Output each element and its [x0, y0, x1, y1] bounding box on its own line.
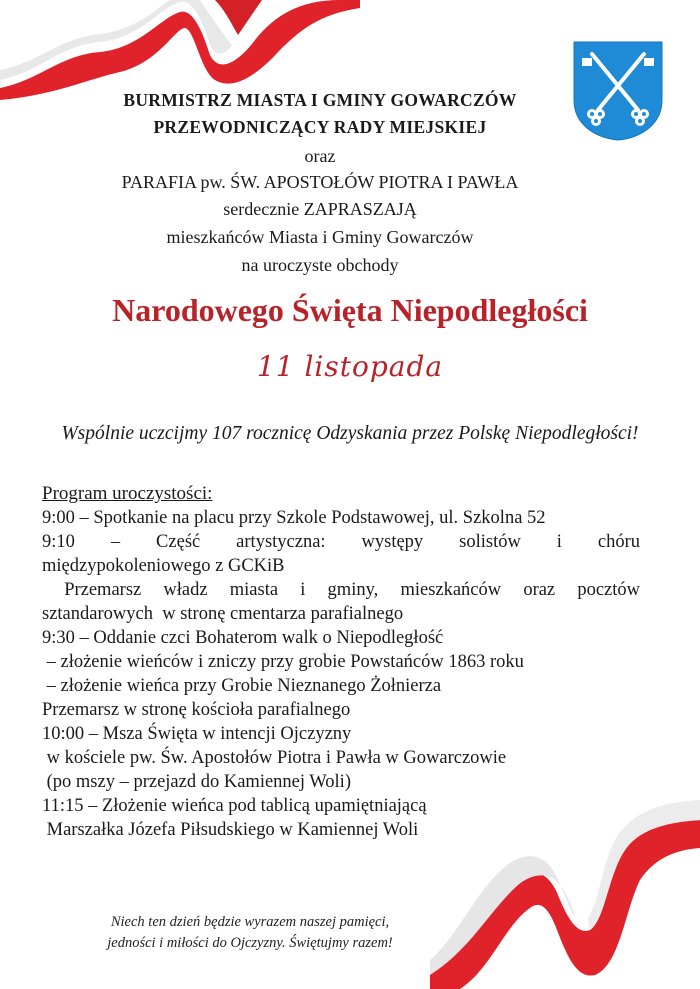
header-invite-prefix: serdecznie — [223, 199, 304, 219]
program-item: 10:00 – Msza Święta w intencji Ojczyzny — [42, 724, 352, 744]
program-item: w kościele pw. Św. Apostołów Piotra i Pawła w Gowarczowie — [42, 748, 507, 768]
header-conjunction: oraz — [304, 146, 336, 166]
closing-line-2: jedności i miłości do Ojczyzny. Świętujmy razem! — [107, 935, 393, 951]
program-item: sztandarowych w stronę cmentarza parafialnego — [42, 604, 404, 624]
program-item: Przemarsz w stronę kościoła parafialnego — [42, 700, 351, 720]
header-invite — [0, 199, 670, 220]
header-council-chair: PRZEWODNICZĄCY RADY MIEJSKIEJ — [153, 117, 487, 137]
event-date: 11 listopada — [256, 350, 444, 383]
closing-line-1: Niech ten dzień będzie wyrazem naszej pamięci, — [110, 914, 390, 930]
program-item: 9:30 – Oddanie czci Bohaterom walk o Niepodległość — [42, 628, 444, 648]
flag-ribbon-top — [0, 0, 360, 100]
header-invite-emphasis: ZAPRASZAJĄ — [303, 199, 417, 219]
header-mayor: BURMISTRZ MIASTA I GMINY GOWARCZÓW — [123, 90, 517, 110]
program-item: 11:15 – Złożenie wieńca pod tablicą upamiętniającą — [42, 796, 427, 816]
program-item: międzypokoleniowego z GCKiB — [42, 556, 285, 576]
motto: Wspólnie uczcijmy 107 rocznicę Odzyskania przez Polskę Niepodległości! — [61, 423, 639, 444]
program-item: 9:10 – Część artystyczna: występy solistów i chóru — [42, 532, 640, 552]
program-item: – złożenie wieńca przy Grobie Nieznanego Żołnierza — [42, 676, 442, 696]
program-item: (po mszy – przejazd do Kamiennej Woli) — [42, 772, 351, 792]
header-parish: PARAFIA pw. ŚW. APOSTOŁÓW PIOTRA I PAWŁA — [121, 172, 519, 192]
header-celebration: na uroczyste obchody — [241, 255, 399, 275]
program-item: Przemarsz władz miasta i gminy, mieszkańców oraz pocztów — [42, 580, 640, 600]
program-item: 9:00 – Spotkanie na placu przy Szkole Podstawowej, ul. Szkolna 52 — [42, 508, 546, 528]
program-section — [42, 482, 640, 842]
event-title: Narodowego Święta Niepodległości — [112, 292, 588, 328]
flag-ribbon-bottom — [430, 800, 700, 989]
closing-message — [40, 912, 460, 954]
header-residents: mieszkańców Miasta i Gminy Gowarczów — [166, 227, 474, 247]
program-item: – złożenie wieńców i zniczy przy grobie Powstańców 1863 roku — [42, 652, 524, 672]
program-item: Marszałka Józefa Piłsudskiego w Kamiennej Woli — [42, 820, 419, 840]
program-title: Program uroczystości: — [42, 483, 213, 504]
